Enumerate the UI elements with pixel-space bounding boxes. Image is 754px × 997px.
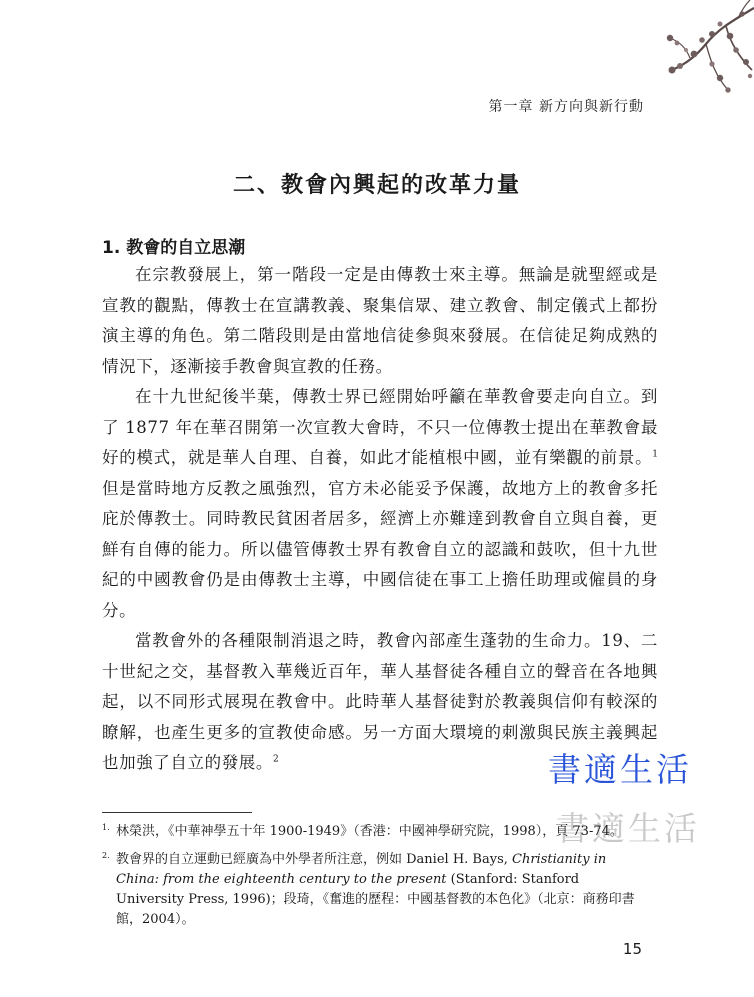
- body-text: [102, 260, 658, 779]
- footnote-mark: 2.: [102, 851, 110, 860]
- footnote-text: 教會界的自立運動已經廣為中外學者所注意，例如 Daniel H. Bays,: [116, 852, 513, 867]
- footnote-text: 林榮洪，《中華神學五十年 1900-1949》（香港：中國神學研究院，1998），頁 73-74。: [116, 824, 623, 839]
- paragraph-text: 在宗教發展上，第一階段一定是由傳教士來主導。無論是就聖經或是宣教的觀點，傳教士在宣講教義、聚集信眾、建立教會、制定儀式上都扮演主導的角色。第二階段則是由當地信徒參與來發展。在信徒足夠成熟的情況下，逐漸接手教會與宣教的任務。: [102, 265, 658, 376]
- footnote-mark: 1.: [102, 823, 110, 832]
- paragraph: [102, 260, 658, 382]
- watermark-blue: 書適生活: [548, 750, 692, 789]
- section-heading: 1. 教會的自立思潮: [102, 238, 246, 258]
- footnote-text: (Stanford: Stanford University Press, 1996)；段琦，《奮進的歷程：中國基督教的本色化》（北京：商務印書館，2004）。: [116, 872, 635, 927]
- footnotes: [102, 822, 642, 938]
- paragraph-text: 在十九世紀後半葉，傳教士界已經開始呼籲在華教會要走向自立。到了 1877 年在華召開第一次宣教大會時，不只一位傳教士提出在華教會最好的模式，就是華人自理、自養，如此才能植根中國，並有樂觀的前景。: [102, 387, 658, 467]
- paragraph: [102, 382, 658, 626]
- chapter-title: 二、教會內興起的改革力量: [232, 172, 521, 198]
- page-number: 15: [622, 940, 642, 958]
- paragraph-text: 當教會外的各種限制消退之時，教會內部產生蓬勃的生命力。19、二十世紀之交，基督教入華幾近百年，華人基督徒各種自立的聲音在各地興起，以不同形式展現在教會中。此時華人基督徒對於教義與信仰有較深的瞭解，也產生更多的宣教使命感。另一方面大環境的刺激與民族主義興起也加強了自立的發展。: [102, 631, 658, 772]
- paragraph-text: 但是當時地方反教之風強烈，官方未必能妥予保護，故地方上的教會多托庇於傳教士。同時教民貧困者居多，經濟上亦難達到教會自立與自養，更鮮有自傳的能力。所以儘管傳教士界有教會自立的認識和鼓吹，但十九世紀的中國教會仍是由傳教士主導，中國信徒在事工上擔任助理或僱員的身分。: [102, 478, 658, 620]
- footnote: [102, 850, 642, 930]
- plum-blossom-branch-illustration: [614, 0, 754, 110]
- footnote: [102, 822, 642, 842]
- footnote-reference[interactable]: 2: [273, 754, 279, 765]
- footnote-divider: [102, 812, 252, 813]
- footnote-book-title: Christianity in China: from the eighteenth century to the present: [116, 852, 607, 887]
- footnote-reference[interactable]: 1: [652, 449, 658, 460]
- watermark-gray: 書適生活: [556, 809, 700, 848]
- running-head: 第一章 新方向與新行動: [488, 99, 644, 115]
